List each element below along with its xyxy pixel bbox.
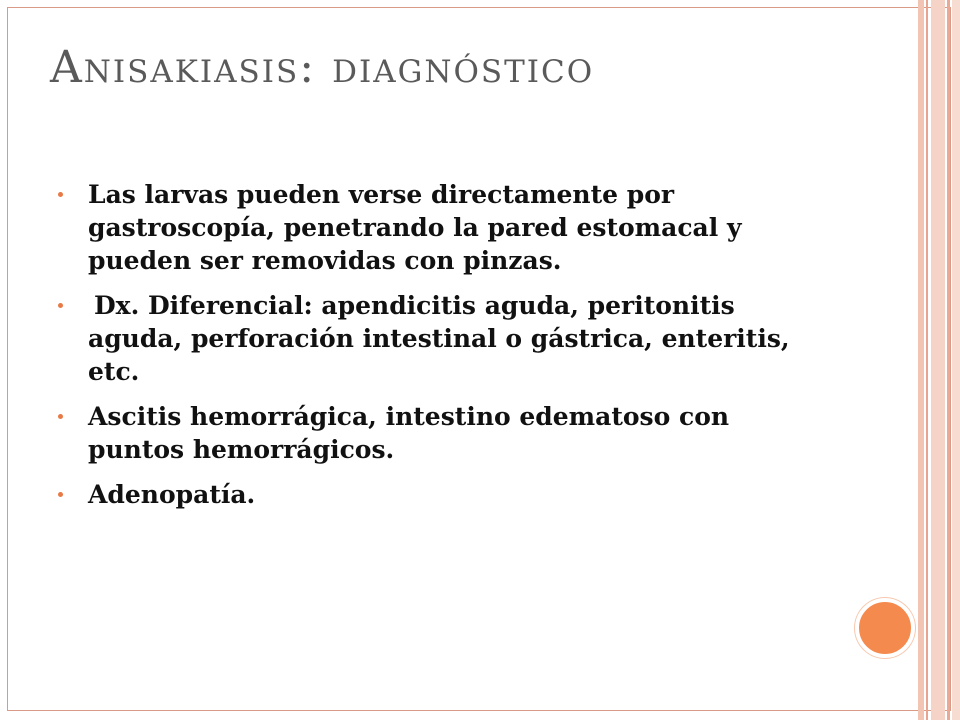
bullet-item — [58, 478, 818, 511]
bullet-icon — [58, 192, 63, 197]
bullet-list — [58, 178, 818, 523]
bullet-icon — [58, 492, 63, 497]
bullet-icon — [58, 414, 63, 419]
bullet-item — [58, 400, 818, 466]
decorative-stripe — [947, 0, 950, 720]
decorative-stripe — [918, 0, 924, 720]
bullet-text: Dx. Diferencial: apendicitis aguda, peritonitis aguda, perforación intestinal o gástrica, enteritis, etc. — [88, 291, 790, 386]
bullet-text: Adenopatía. — [88, 480, 256, 509]
decorative-stripe — [926, 0, 928, 720]
bullet-text: Las larvas pueden verse directamente por gastroscopía, penetrando la pared estomacal y pueden ser removidas con pinzas. — [88, 180, 742, 275]
bullet-item — [58, 289, 818, 388]
decorative-stripe — [931, 0, 945, 720]
slide-title: Anisakiasis: diagnóstico — [50, 42, 595, 93]
bullet-icon — [58, 303, 63, 308]
decorative-circle-icon — [855, 598, 915, 658]
decorative-stripe — [952, 0, 960, 720]
bullet-text: Ascitis hemorrágica, intestino edematoso con puntos hemorrágicos. — [88, 402, 730, 464]
bullet-item — [58, 178, 818, 277]
